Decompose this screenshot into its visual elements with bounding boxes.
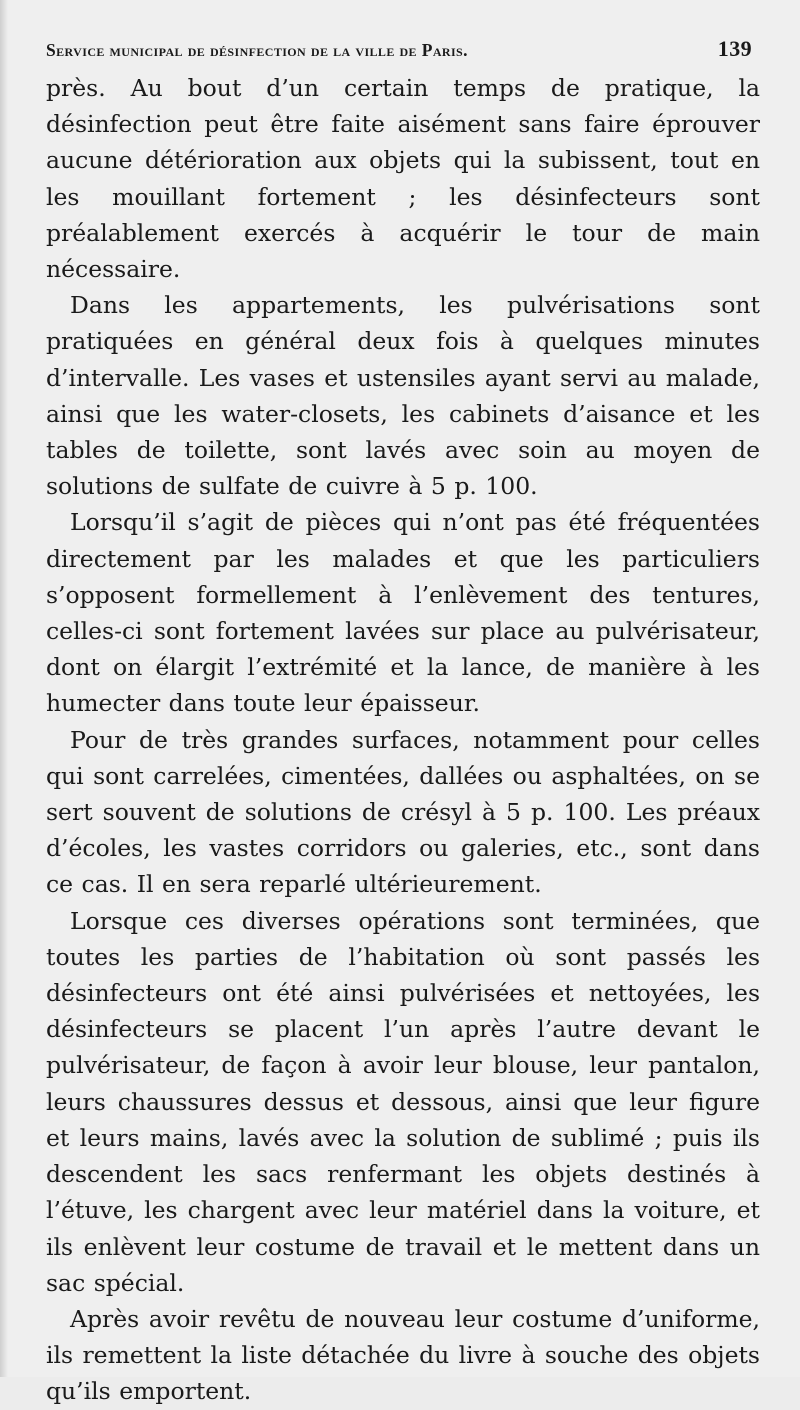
running-title: Service municipal de désinfection de la ville de Paris. — [46, 40, 468, 60]
paragraph: Lorsque ces diverses opérations sont terminées, que toutes les parties de l’habitation où sont passés les désinfecteurs ont été ainsi pulvérisées et nettoyées, les désinfecteurs se placent l’un après l’autre devant le pulvérisateur, de façon à avoir leur blouse, leur pantalon, leurs chaussures dessus et dessous, ainsi que leur figure et leurs mains, lavés avec la solution de sublimé ; puis ils descendent les sacs renfermant les objets destinés à l’étuve, les chargent avec leur matériel dans la voiture, et ils enlèvent leur costume de travail et le mettent dans un sac spécial. — [46, 906, 760, 1297]
paragraph: près. Au bout d’un certain temps de pratique, la désinfection peut être faite aisément sans faire éprouver aucune détérioration aux objets qui la subissent, tout en les mouillant fortement ; les désinfecteurs sont préalablement exercés à acquérir le tour de main nécessaire. — [46, 74, 760, 284]
paragraph: Pour de très grandes surfaces, notamment pour celles qui sont carrelées, cimentées, dallées ou asphaltées, on se sert souvent de solutions de crésyl à 5 p. 100. Les préaux d’écoles, les vastes corridors ou galeries, etc., sont dans ce cas. Il en sera reparlé ultérieurement. — [46, 725, 760, 899]
paragraph: Après avoir revêtu de nouveau leur costume d’uniforme, ils remettent la liste détachée du livre à souche des objets qu’ils emportent. — [46, 1304, 760, 1406]
body-text — [46, 70, 760, 1410]
page-header — [46, 36, 760, 62]
paragraph: Dans les appartements, les pulvérisations sont pratiquées en général deux fois à quelques minutes d’intervalle. Les vases et ustensiles ayant servi au malade, ainsi que les water-closets, les cabinets d’aisance et les tables de toilette, sont lavés avec soin au moyen de solutions de sulfate de cuivre à 5 p. 100. — [46, 291, 760, 501]
paragraph: Lorsqu’il s’agit de pièces qui n’ont pas été fréquentées directement par les malades et que les particuliers s’opposent formellement à l’enlèvement des tentures, celles-ci sont fortement lavées sur place au pulvérisateur, dont on élargit l’extrémité et la lance, de manière à les humecter dans toute leur épaisseur. — [46, 508, 760, 718]
page-edge-shadow — [0, 0, 8, 1377]
page-number: 139 — [717, 36, 752, 61]
